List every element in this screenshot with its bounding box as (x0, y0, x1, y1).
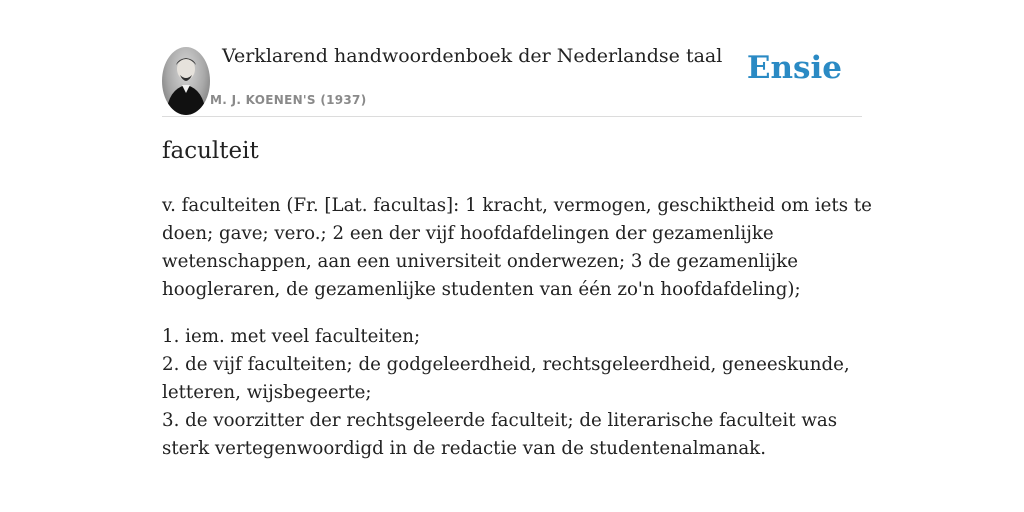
dictionary-author: M. J. KOENEN'S (1937) (210, 93, 367, 107)
dictionary-title: Verklarend handwoordenboek der Nederlandse taal (222, 45, 723, 67)
entry-example: 2. de vijf faculteiten; de godgeleerdheid, rechtsgeleerdheid, geneeskunde, letteren, wijsbegeerte; (162, 354, 850, 403)
entry-definition: v. faculteiten (Fr. [Lat. facultas]: 1 kracht, vermogen, geschiktheid om iets te doen; gave; vero.; 2 een der vijf hoofdafdelingen der gezamenlijke wetenschappen, aan een universiteit onderwezen; 3 de gezamenlijke hoogleraren, de gezamenlijke studenten van één zo'n hoofdafdeling); (162, 195, 872, 300)
author-portrait-icon (162, 47, 210, 115)
entry-content (162, 192, 872, 463)
ensie-logo-link[interactable]: Ensie (746, 50, 842, 86)
dictionary-header (162, 44, 862, 117)
entry-example: 1. iem. met veel faculteiten; (162, 326, 421, 347)
entry-headword: faculteit (162, 138, 259, 164)
entry-example: 3. de voorzitter der rechtsgeleerde faculteit; de literarische faculteit was sterk vertegenwoordigd in de redactie van de studentenalmanak. (162, 410, 838, 459)
